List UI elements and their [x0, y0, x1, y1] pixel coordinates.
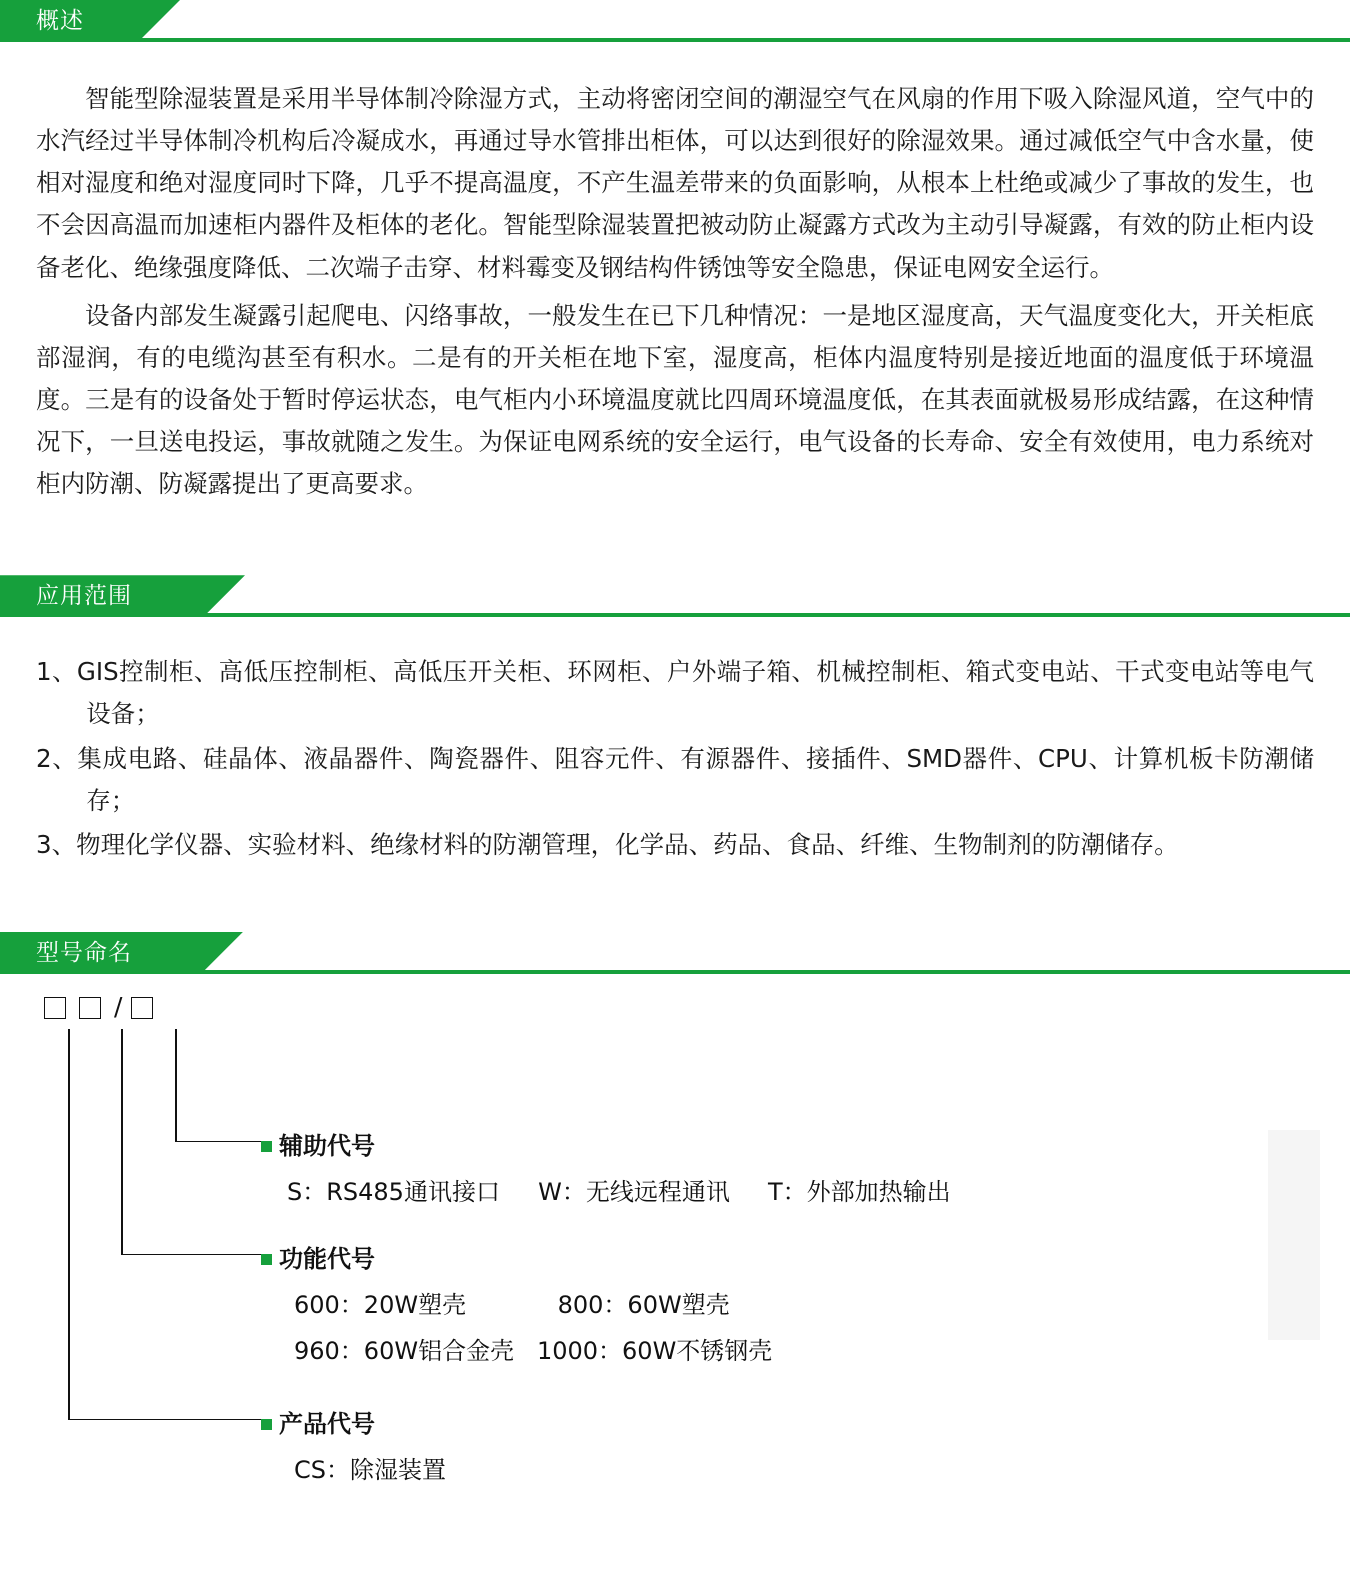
spacer-before-naming [0, 868, 1350, 932]
page-edge-watermark [1268, 1130, 1320, 1340]
scope-list [36, 651, 1314, 866]
connector-hline-auxiliary [175, 1141, 261, 1143]
naming-group-line: CS：除湿装置 [294, 1455, 446, 1484]
naming-group-title-text: 功能代号 [279, 1244, 375, 1273]
naming-group-title [261, 1126, 951, 1161]
spacer-before-scope [0, 511, 1350, 575]
naming-group-title [261, 1239, 772, 1274]
naming-group-function [261, 1239, 772, 1366]
model-naming-diagram [0, 974, 1350, 1484]
square-bullet-icon [261, 1419, 272, 1430]
overview-paragraph-1: 智能型除湿装置是采用半导体制冷除湿方式，主动将密闭空间的潮湿空气在风扇的作用下吸入除湿风道，空气中的水汽经过半导体制冷机构后冷凝成水，再通过导水管排出柜体，可以达到很好的除湿效果。通过减低空气中含水量，使相对湿度和绝对湿度同时下降，几乎不提高温度，不产生温差带来的负面影响，从根本上杜绝或减少了事故的发生，也不会因高温而加速柜内器件及柜体的老化。智能型除湿装置把被动防止凝露方式改为主动引导凝露，有效的防止柜内设备老化、绝缘强度降低、二次端子击穿、材料霉变及钢结构件锈蚀等安全隐患，保证电网安全运行。 [36, 84, 1314, 282]
connector-vline-auxiliary [175, 1029, 177, 1141]
section-title-scope: 应用范围 [36, 583, 132, 610]
list-item: 1、GIS控制柜、高低压控制柜、高低压开关柜、环网柜、户外端子箱、机械控制柜、箱式变电站、干式变电站等电气设备； [36, 657, 1314, 729]
naming-group-product [261, 1404, 446, 1485]
section-title-overview: 概述 [36, 8, 84, 34]
naming-group-title-text: 产品代号 [279, 1409, 375, 1438]
naming-group-line: 960：60W铝合金壳 1000：60W不锈钢壳 [294, 1336, 773, 1365]
naming-group-line: 600：20W塑壳 800：60W塑壳 [294, 1290, 730, 1319]
banner-shape-overview [0, 0, 180, 42]
list-item: 2、集成电路、硅晶体、液晶器件、陶瓷器件、阻容元件、有源器件、接插件、SMD器件、CPU、计算机板卡防潮储存； [36, 743, 1314, 815]
banner-underline-overview [0, 38, 1350, 42]
square-bullet-icon [261, 1141, 272, 1152]
naming-group-line: S：RS485通讯接口 W：无线远程通讯 T：外部加热输出 [287, 1177, 951, 1206]
naming-group-auxiliary [261, 1126, 951, 1207]
section-banner-naming [0, 932, 1350, 974]
spacer-after-overview-banner [0, 42, 1350, 78]
connector-vline-product [68, 1029, 70, 1419]
model-code-pattern [44, 991, 166, 1021]
banner-underline-scope [0, 613, 1350, 617]
section-title-naming: 型号命名 [36, 939, 132, 966]
list-item: 3、物理化学仪器、实验材料、绝缘材料的防潮管理，化学品、药品、食品、纤维、生物制剂的防潮储存。 [36, 829, 1179, 859]
scope-content [0, 651, 1350, 866]
code-box-product [44, 997, 66, 1019]
connector-hline-function [121, 1254, 261, 1256]
section-banner-overview [0, 0, 1350, 42]
code-box-auxiliary [131, 997, 153, 1019]
spacer-after-scope-banner [0, 617, 1350, 651]
section-banner-scope [0, 575, 1350, 617]
naming-group-title-text: 辅助代号 [279, 1131, 375, 1160]
connector-vline-function [121, 1029, 123, 1254]
code-slash: / [114, 991, 123, 1021]
naming-group-title [261, 1404, 446, 1439]
code-box-function [79, 997, 101, 1019]
square-bullet-icon [261, 1254, 272, 1265]
connector-hline-product [68, 1419, 261, 1421]
overview-content [0, 78, 1350, 505]
overview-paragraph-2: 设备内部发生凝露引起爬电、闪络事故，一般发生在已下几种情况：一是地区湿度高，天气温度变化大，开关柜底部湿润，有的电缆沟甚至有积水。二是有的开关柜在地下室，湿度高，柜体内温度特别是接近地面的温度低于环境温度。三是有的设备处于暂时停运状态，电气柜内小环境温度就比四周环境温度低，在其表面就极易形成结露，在这种情况下，一旦送电投运，事故就随之发生。为保证电网系统的安全运行，电气设备的长寿命、安全有效使用，电力系统对柜内防潮、防凝露提出了更高要求。 [36, 300, 1314, 499]
